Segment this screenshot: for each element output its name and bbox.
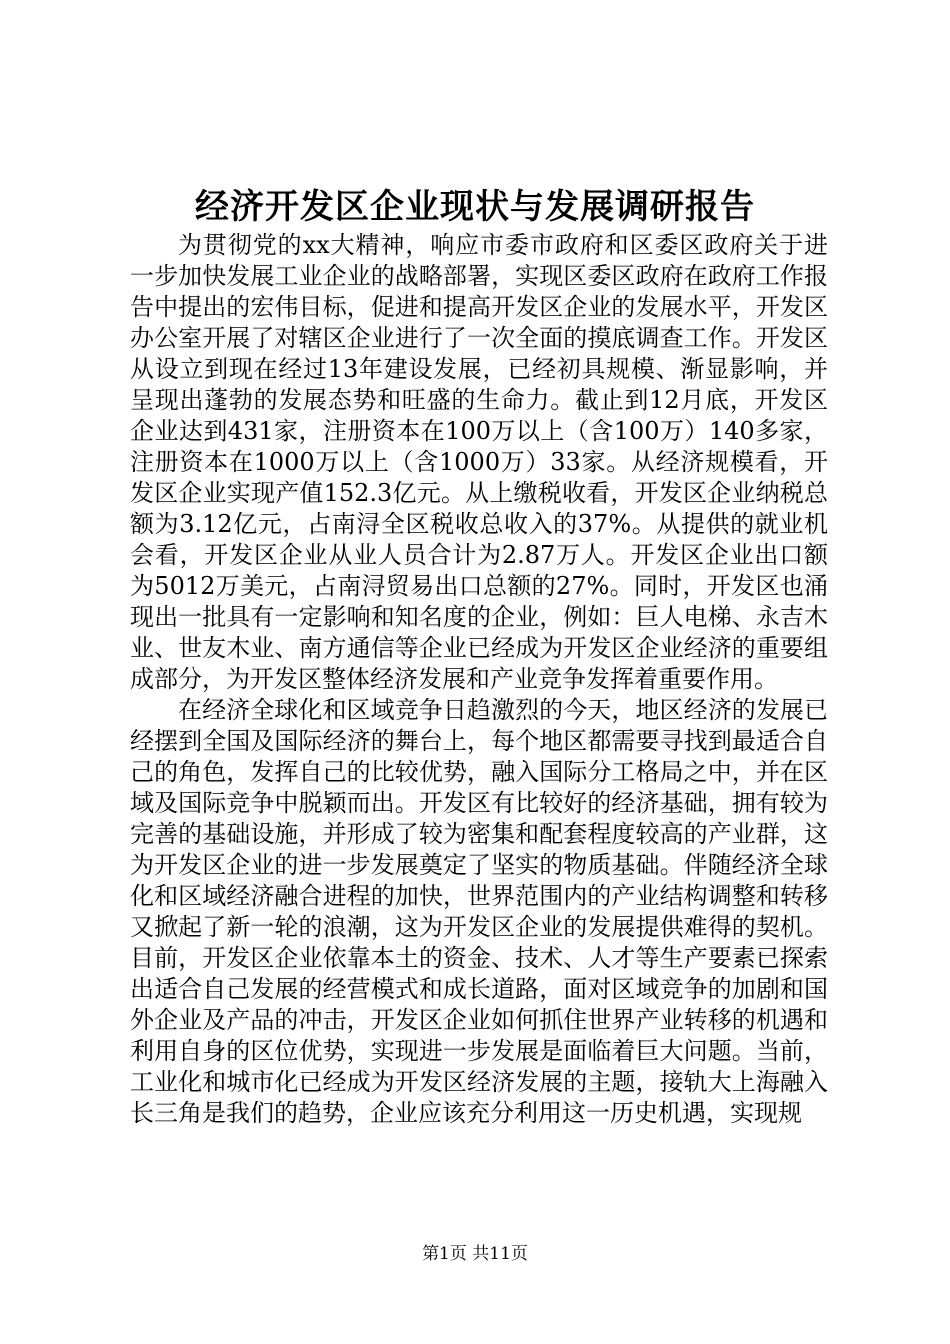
paragraph-1: 为贯彻党的xx大精神，响应市委市政府和区委区政府关于进一步加快发展工业企业的战略部署，实现区委区政府在政府工作报告中提出的宏伟目标，促进和提高开发区企业的发展水平，开发区办公室开展了对辖区企业进行了一次全面的摸底调查工作。开发区从设立到现在经过13年建设发展，已经初具规模、渐显影响，并呈现出蓬勃的发展态势和旺盛的生命力。截止到12月底，开发区企业达到431家，注册资本在100万以上（含100万）140多家，注册资本在1000万以上（含1000万）33家。从经济规模看，开发区企业实现产值152.3亿元。从上缴税收看，开发区企业纳税总额为3.12亿元，占南浔全区税收总收入的37%。从提供的就业机会看，开发区企业从业人员合计为2.87万人。开发区企业出口额为5012万美元，占南浔贸易出口总额的27%。同时，开发区也涌现出一批具有一定影响和知名度的企业，例如：巨人电梯、永吉木业、世友木业、南方通信等企业已经成为开发区企业经济的重要组成部分，为开发区整体经济发展和产业竞争发挥着重要作用。	[130, 231, 828, 693]
paragraph-2: 在经济全球化和区域竞争日趋激烈的今天，地区经济的发展已经摆到全国及国际经济的舞台上，每个地区都需要寻找到最适合自己的角色，发挥自己的比较优势，融入国际分工格局之中，并在区域及国际竞争中脱颖而出。开发区有比较好的经济基础，拥有较为完善的基础设施，并形成了较为密集和配套程度较高的产业群，这为开发区企业的进一步发展奠定了坚实的物质基础。伴随经济全球化和区域经济融合进程的加快，世界范围内的产业结构调整和转移又掀起了新一轮的浪潮，这为开发区企业的发展提供难得的契机。目前，开发区企业依靠本土的资金、技术、人才等生产要素已探索出适合自己发展的经营模式和成长道路，面对区域竞争的加剧和国外企业及产品的冲击，开发区企业如何抓住世界产业转移的机遇和利用自身的区位优势，实现进一步发展是面临着巨大问题。当前，工业化和城市化已经成为开发区经济发展的主题，接轨大上海融入长三角是我们的趋势，企业应该充分利用这一历史机遇，实现规	[130, 696, 828, 1127]
document-body	[130, 230, 828, 1129]
document-title: 经济开发区企业现状与发展调研报告	[195, 187, 755, 227]
page-number: 第1页 共11页	[422, 1244, 528, 1264]
